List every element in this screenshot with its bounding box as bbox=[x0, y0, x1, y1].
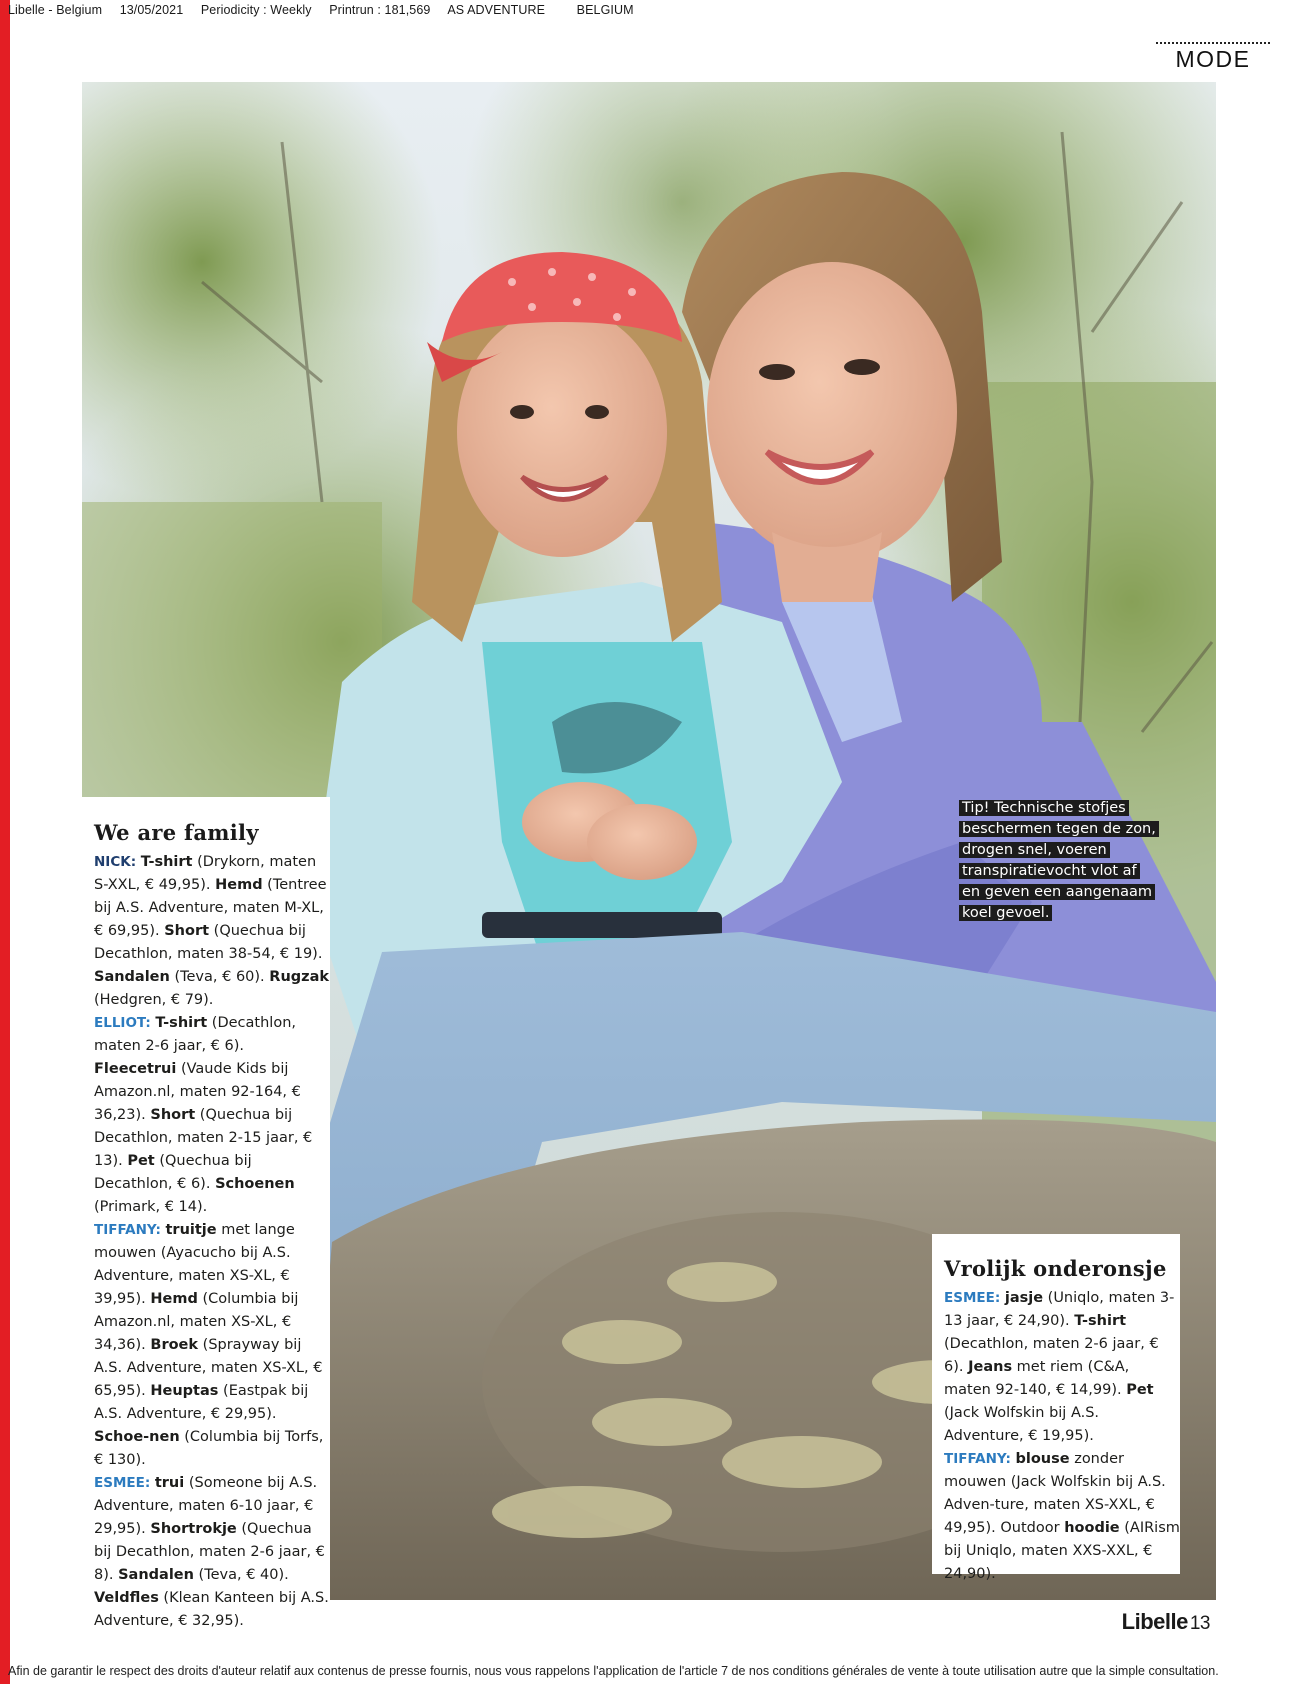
credits-text bbox=[944, 1287, 1180, 1586]
credits-text bbox=[94, 851, 330, 1633]
credits-esmee: jasje (Uniqlo, maten 3-13 jaar, € 24,90). T-shirt (Decathlon, maten 2-6 jaar, € 6). Jeans met riem (C&A, maten 92-140, € 14,99). Pet (Jack Wolfskin bij A.S. Adventure, € 19,95). bbox=[944, 1290, 1175, 1444]
press-header bbox=[8, 3, 648, 17]
panel-title: We are family bbox=[94, 820, 259, 845]
credits-nick: T-shirt (Drykorn, maten S-XXL, € 49,95). Hemd (Tentree bij A.S. Adventure, maten M-XL, € 69,95). Short (Quechua bij Decathlon, maten 38-54, € 19). Sandalen (Teva, € 60). Rugzak (Hedgren, € 79). bbox=[94, 854, 330, 1008]
brand-logo: Libelle bbox=[1121, 1609, 1188, 1634]
tip-text: Tip! Technische stofjes beschermen tegen de zon, drogen snel, voeren transpiratievocht vlot af en geven een aangenaam koel gevoel. bbox=[959, 800, 1159, 921]
credits-panel-we-are-family bbox=[82, 797, 330, 1629]
printrun: Printrun : 181,569 bbox=[329, 3, 431, 17]
person-name-tiffany: TIFFANY: bbox=[944, 1451, 1011, 1467]
copyright-disclaimer: Afin de garantir le respect des droits d'auteur relatif aux contenus de presse fournis, nous vous rappelons l'application de l'article 7 de nos conditions générales de vente à toute utilisation autre que la simple consultation. bbox=[8, 1664, 1219, 1678]
credits-elliot: T-shirt (Decathlon, maten 2-6 jaar, € 6). Fleecetrui (Vaude Kids bij Amazon.nl, maten 92-164, € 36,23). Short (Quechua bij Decathlon, maten 2-15 jaar, € 13). Pet (Quechua bij Decathlon, € 6). Schoenen (Primark, € 14). bbox=[94, 1015, 313, 1215]
credits-esmee: trui (Someone bij A.S. Adventure, maten 6-10 jaar, € 29,95). Shortrokje (Quechua bij Decathlon, maten 2-6 jaar, € 8). Sandalen (Teva, € 40). Veldfles (Klean Kanteen bij A.S. Adventure, € 32,95). bbox=[94, 1475, 329, 1629]
page-footer bbox=[1122, 1609, 1210, 1635]
person-name-esmee: ESMEE: bbox=[94, 1475, 151, 1491]
person-name-tiffany: TIFFANY: bbox=[94, 1222, 161, 1238]
date: 13/05/2021 bbox=[119, 3, 184, 17]
periodicity: Periodicity : Weekly bbox=[200, 3, 312, 17]
credits-tiffany: blouse zonder mouwen (Jack Wolfskin bij A.S. Adven-ture, maten XS-XXL, € 49,95). Outdoor hoodie (AIRism bij Uniqlo, maten XXS-XXL, € 24,90). bbox=[944, 1451, 1180, 1582]
publication: Libelle - Belgium bbox=[8, 3, 103, 17]
tip-callout bbox=[959, 798, 1159, 924]
panel-title: Vrolijk onderonsje bbox=[944, 1256, 1167, 1281]
credits-panel-vrolijk-onderonsje bbox=[932, 1234, 1180, 1582]
subject: AS ADVENTURE bbox=[447, 3, 546, 17]
section-label: MODE bbox=[1175, 46, 1251, 72]
person-name-nick: NICK: bbox=[94, 854, 137, 870]
section-header bbox=[1156, 42, 1270, 73]
country: BELGIUM bbox=[576, 3, 634, 17]
red-margin-bar bbox=[0, 0, 10, 1684]
credits-tiffany: truitje met lange mouwen (Ayacucho bij A.S. Adventure, maten XS-XL, € 39,95). Hemd (Columbia bij Amazon.nl, maten XS-XL, € 34,36). Broek (Sprayway bij A.S. Adventure, maten XS-XL, € 65,95). Heuptas (Eastpak bij A.S. Adventure, € 29,95). Schoe-nen (Columbia bij Torfs, € 130). bbox=[94, 1222, 324, 1468]
person-name-esmee: ESMEE: bbox=[944, 1290, 1001, 1306]
dotted-rule bbox=[1156, 42, 1270, 44]
page-number: 13 bbox=[1189, 1613, 1210, 1634]
person-name-elliot: ELLIOT: bbox=[94, 1015, 151, 1031]
